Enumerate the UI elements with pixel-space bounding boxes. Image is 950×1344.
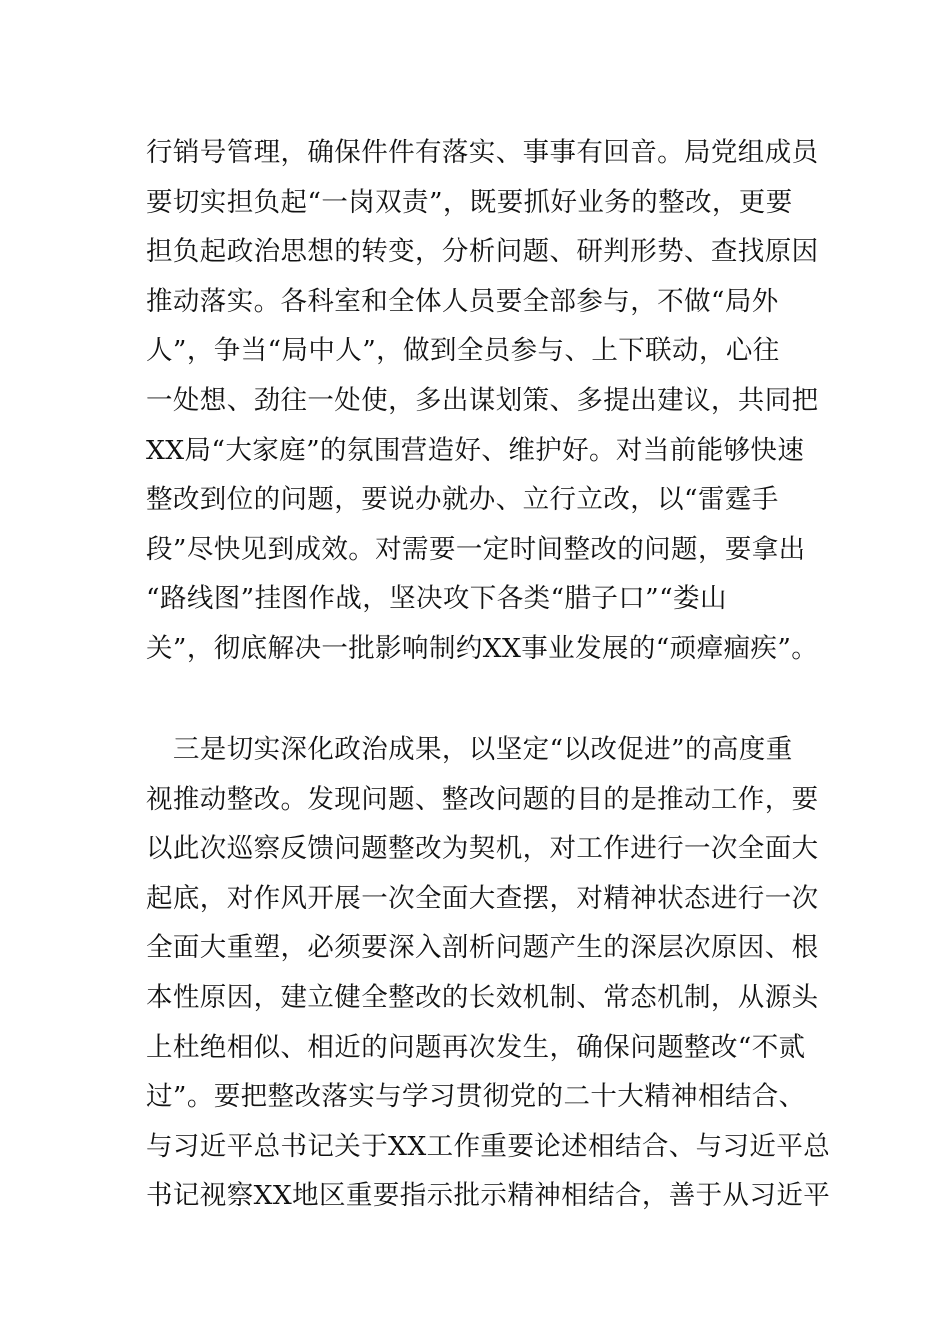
paragraph-deepen-political-results (146, 725, 836, 1221)
text-line: 要切实担负起“一岗双责”，既要抓好业务的整改，更要 (146, 186, 793, 218)
text-line: 过”。要把整改落实与学习贯彻党的二十大精神相结合、 (146, 1081, 806, 1113)
paragraph-rectification-implementation (146, 128, 836, 674)
text-line: 人”，争当“局中人”，做到全员参与、上下联动，心往 (146, 335, 780, 367)
text-line: 本性原因，建立健全整改的长效机制、常态机制，从源头 (146, 981, 819, 1013)
text-line: 关”，彻底解决一批影响制约XX事业发展的“顽瘴痼疾”。 (146, 632, 819, 664)
text-line: 视推动整改。发现问题、整改问题的目的是推动工作，要 (146, 783, 819, 815)
text-line: 一处想、劲往一处使，多出谋划策、多提出建议，共同把 (146, 384, 819, 416)
text-line: 行销号管理，确保件件有落实、事事有回音。局党组成员 (146, 137, 819, 168)
text-line: 全面大重塑，必须要深入剖析问题产生的深层次原因、根 (146, 932, 819, 964)
text-line: 与习近平总书记关于XX工作重要论述相结合、与习近平总 (146, 1130, 831, 1162)
text-line: 书记视察XX地区重要指示批示精神相结合，善于从习近平 (146, 1180, 831, 1212)
text-line: 起底，对作风开展一次全面大查摆，对精神状态进行一次 (146, 882, 819, 914)
text-line: 推动落实。各科室和全体人员要全部参与，不做“局外 (146, 285, 779, 317)
text-line: “路线图”挂图作战，坚决攻下各类“腊子口”“娄山 (146, 583, 727, 615)
text-line: 以此次巡察反馈问题整改为契机，对工作进行一次全面大 (146, 833, 819, 865)
text-line: 担负起政治思想的转变，分析问题、研判形势、查找原因 (146, 236, 819, 268)
text-line: 三是切实深化政治成果，以坚定“以改促进”的高度重 (146, 734, 793, 765)
text-line: 整改到位的问题，要说办就办、立行立改，以“雷霆手 (146, 484, 779, 516)
text-line: 上杜绝相似、相近的问题再次发生，确保问题整改“不贰 (146, 1031, 806, 1063)
text-line: XX局“大家庭”的氛围营造好、维护好。对当前能够快速 (146, 434, 805, 466)
text-line: 段”尽快见到成效。对需要一定时间整改的问题，要拿出 (146, 533, 806, 565)
